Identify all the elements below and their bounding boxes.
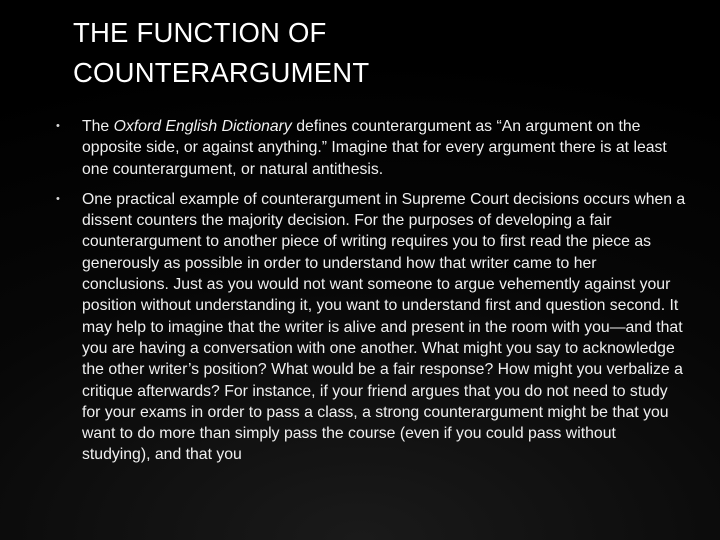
bullet-text-intro: The [82,118,114,135]
bullet-item-practical-example [0,189,720,466]
bullet-text [82,118,667,178]
bullet-icon: • [56,192,60,205]
bullet-icon: • [56,120,60,132]
bullet-text: One practical example of counterargument in Supreme Court decisions occurs when a dissent counters the majority decision. For the purposes of developing a fair counterargument to another piece of writing requires you to first read the piece as generously as possible in order to understand how that writer came to her conclusions. Just as you would not want someone to argue vehemently against your position without understanding it, you want to understand first and question second. It may help to imagine that the writer is alive and present in the room with you—and that you are having a conversation with one another. What might you say to acknowledge the other writer’s position? What would be a fair response? How might you verbalize a critique afterwards? For instance, if your friend argues that you do not need to study for your exams in order to pass a class, a strong counterargument might be that you want to do more than simply pass the course (even if you could pass without studying), and that you [82,190,686,464]
bullet-text-definition: defines counterargument as “An argument on the opposite side, or against anything.” Imagine that for every argument there is at least one counterargument, or natural antithesis. [82,118,667,178]
dictionary-title: Oxford English Dictionary [113,118,292,135]
bullet-list [0,116,720,475]
slide-title-line-2: COUNTERARGUMENT [73,57,370,88]
slide-title [73,13,693,93]
slide-title-line-1: THE FUNCTION OF [73,17,327,48]
bullet-item-dictionary-definition [0,116,720,180]
